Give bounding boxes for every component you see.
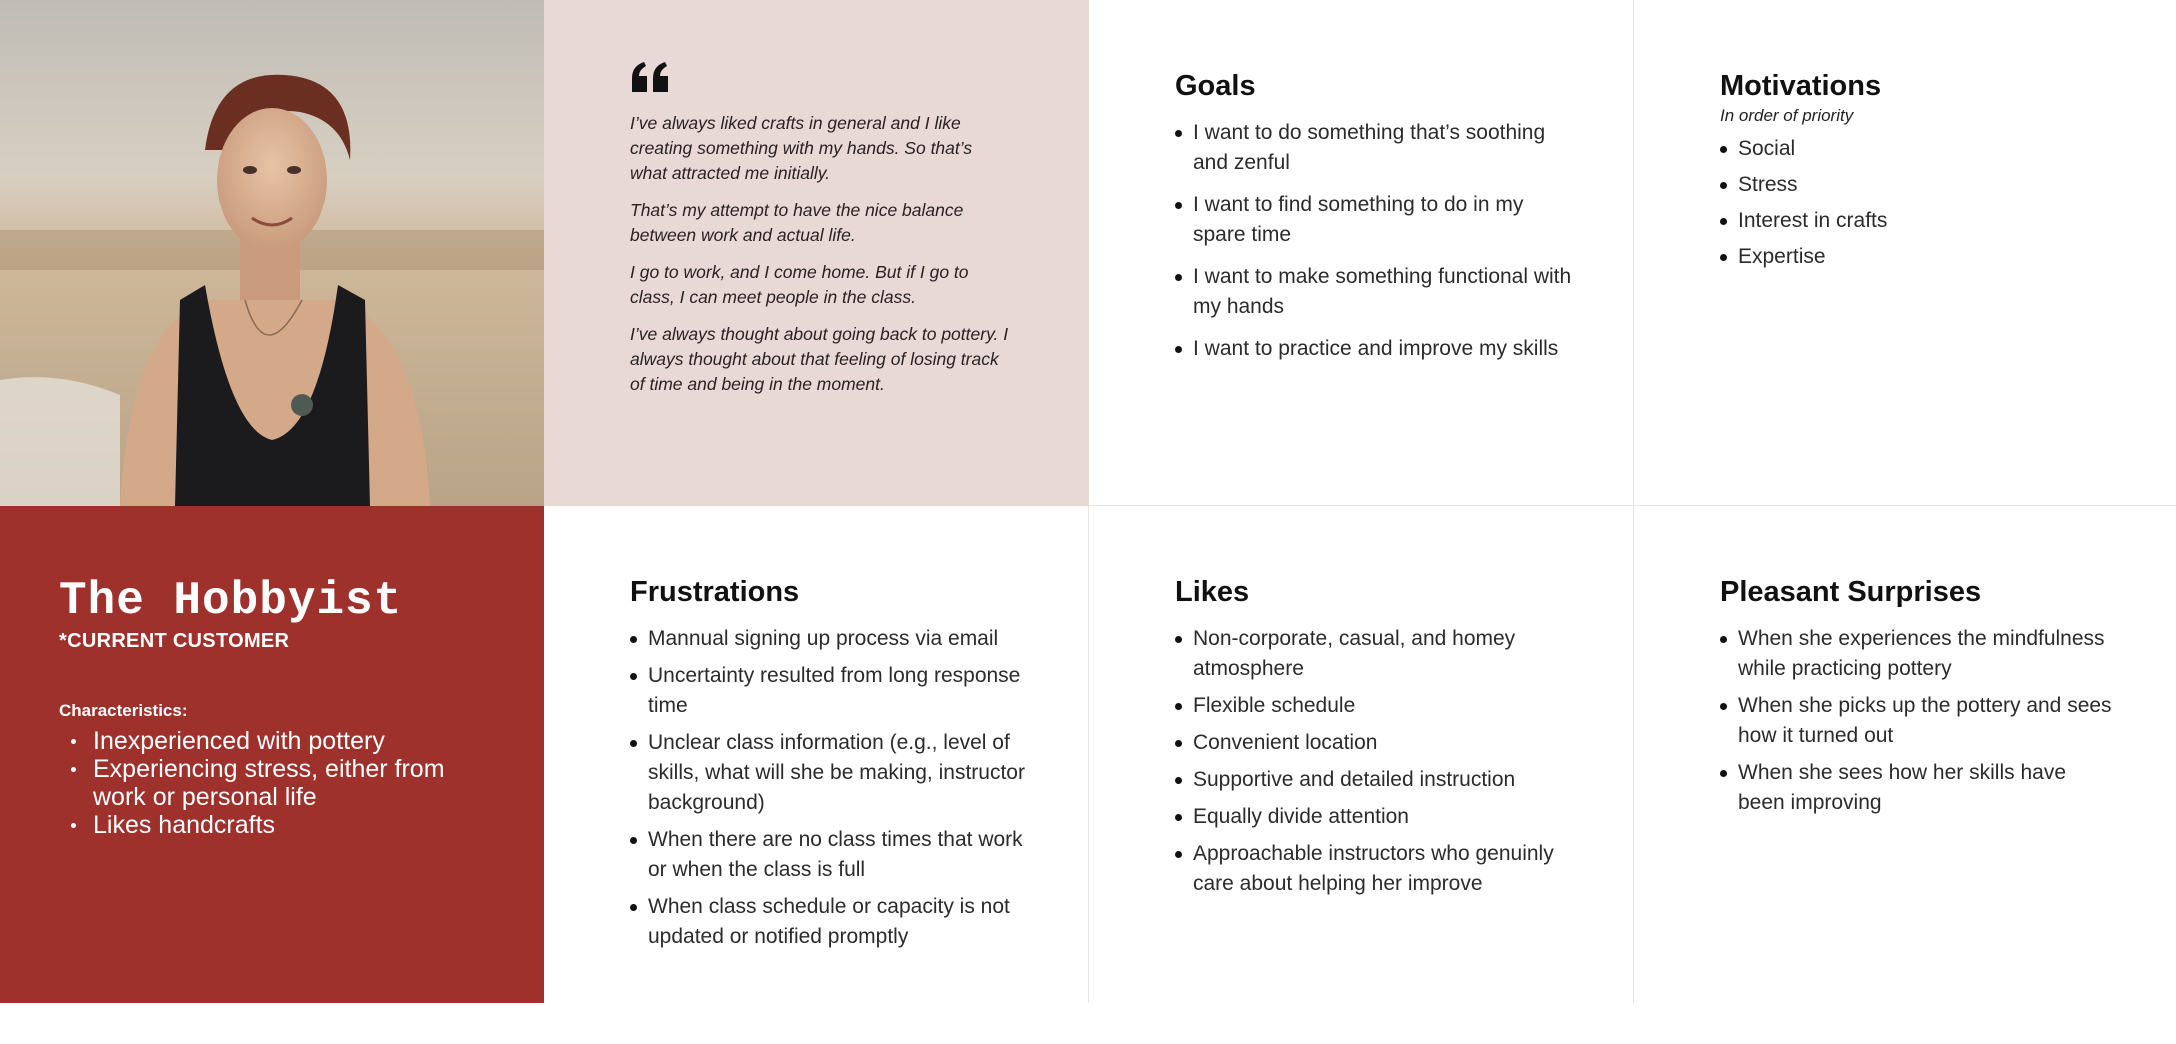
list-item: Flexible schedule [1175, 691, 1573, 721]
persona-portrait-image [0, 0, 544, 506]
persona-status: *CURRENT CUSTOMER [59, 630, 290, 652]
goals-list [1175, 118, 1573, 364]
list-item: Experiencing stress, either from work or personal life [71, 755, 494, 811]
goals-section [1089, 0, 1634, 506]
list-item: Stress [1720, 170, 2116, 200]
characteristics-label: Characteristics: [59, 701, 188, 720]
quote-paragraph: I go to work, and I come home. But if I go to class, I can meet people in the class. [630, 262, 969, 307]
pleasant-surprises-list [1720, 624, 2116, 818]
persona-photo [0, 0, 544, 506]
likes-title: Likes [1175, 576, 1250, 608]
list-item: When there are no class times that work or when the class is full [630, 825, 1028, 885]
quote-icon [630, 62, 670, 92]
list-item: Inexperienced with pottery [71, 727, 494, 755]
frustrations-list [630, 624, 1028, 952]
list-item: Non-corporate, casual, and homey atmosphere [1175, 624, 1573, 684]
list-item: When class schedule or capacity is not updated or notified promptly [630, 892, 1028, 952]
list-item: Uncertainty resulted from long response time [630, 661, 1028, 721]
list-item: I want to do something that’s soothing and zenful [1175, 118, 1573, 178]
list-item: Approachable instructors who genuinly care about helping her improve [1175, 839, 1573, 899]
motivations-section [1634, 0, 2176, 506]
list-item: Interest in crafts [1720, 206, 2116, 236]
likes-section [1089, 506, 1634, 1003]
list-item: When she picks up the pottery and sees how it turned out [1720, 691, 2116, 751]
list-item: I want to make something functional with my hands [1175, 262, 1573, 322]
list-item: Likes handcrafts [71, 811, 494, 839]
list-item: Expertise [1720, 242, 2116, 272]
list-item: Supportive and detailed instruction [1175, 765, 1573, 795]
pleasant-surprises-section [1634, 506, 2176, 1003]
quote-paragraph: I’ve always liked crafts in general and I like creating something with my hands. So that’s what attracted me initially. [630, 113, 973, 183]
characteristics-list [59, 727, 494, 839]
frustrations-title: Frustrations [630, 576, 800, 608]
quote-paragraph: I’ve always thought about going back to pottery. I always thought about that feeling of losing track of time and being in the moment. [630, 324, 1009, 394]
list-item: When she sees how her skills have been improving [1720, 758, 2116, 818]
list-item: When she experiences the mindfulness while practicing pottery [1720, 624, 2116, 684]
pleasant-surprises-title: Pleasant Surprises [1720, 576, 1982, 608]
persona-title: The Hobbyist [59, 575, 403, 627]
list-item: Mannual signing up process via email [630, 624, 1028, 654]
list-item: Equally divide attention [1175, 802, 1573, 832]
list-item: I want to find something to do in my spare time [1175, 190, 1573, 250]
list-item: I want to practice and improve my skills [1175, 334, 1573, 364]
frustrations-section [544, 506, 1089, 1003]
goals-title: Goals [1175, 70, 1256, 102]
quote-panel [544, 0, 1089, 506]
likes-list [1175, 624, 1573, 899]
motivations-list [1720, 134, 2116, 272]
list-item: Unclear class information (e.g., level of skills, what will she be making, instructor background) [630, 728, 1028, 818]
list-item: Social [1720, 134, 2116, 164]
persona-name-card [0, 506, 544, 1003]
quote-paragraph: That’s my attempt to have the nice balance between work and actual life. [630, 200, 964, 245]
motivations-subtitle: In order of priority [1720, 106, 1854, 125]
list-item: Convenient location [1175, 728, 1573, 758]
motivations-title: Motivations [1720, 70, 1882, 102]
